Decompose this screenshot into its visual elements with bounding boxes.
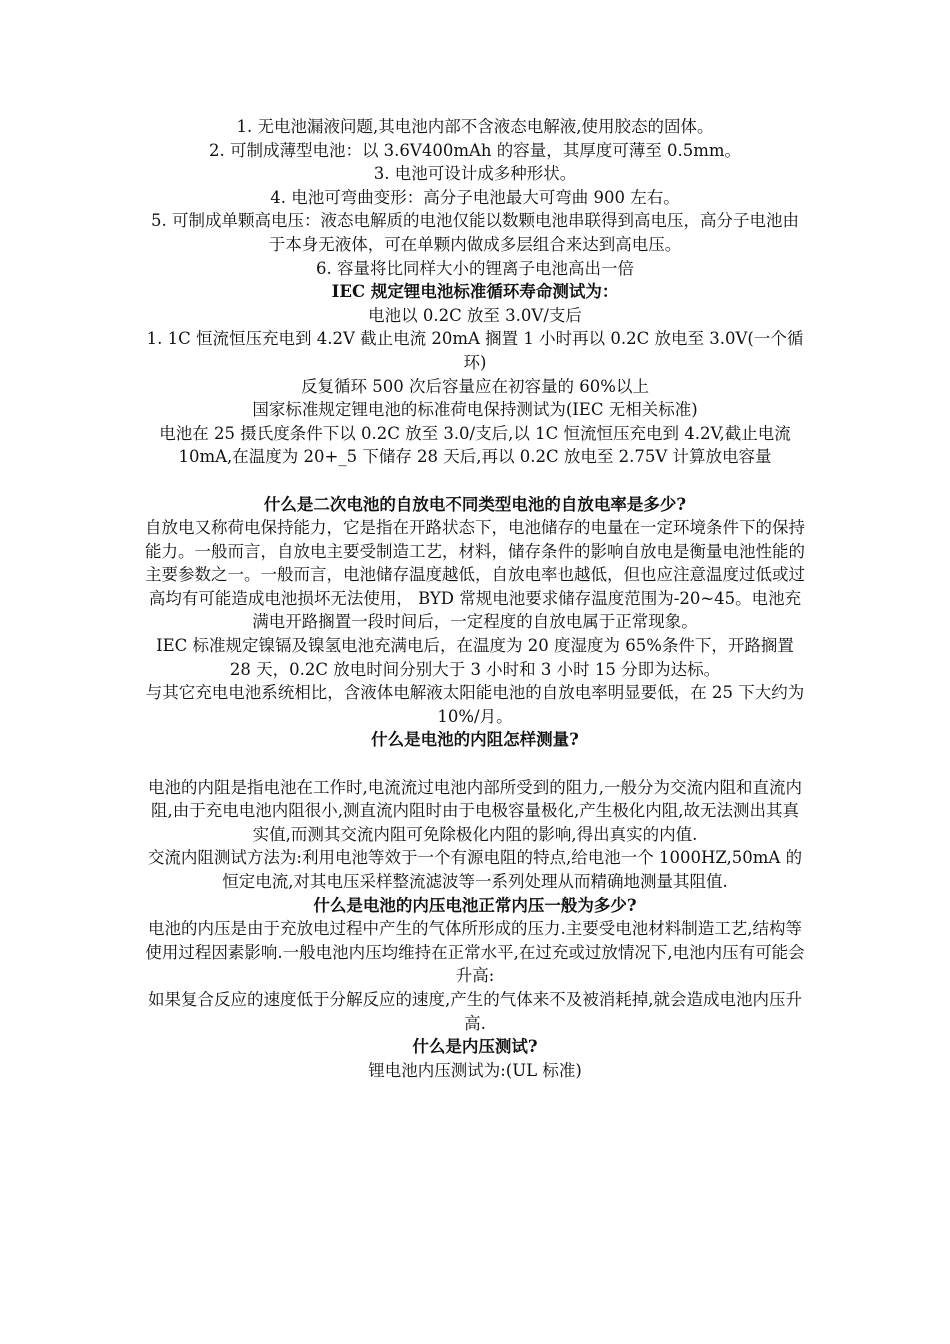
feature-2: 2. 可制成薄型电池：以 3.6V400mAh 的容量，其厚度可薄至 0.5mm。 — [208, 140, 742, 160]
spacer — [143, 469, 807, 493]
iec-cycle-line-3: 反复循环 500 次后容量应在初容量的 60%以上 — [301, 376, 649, 396]
pressure-test-line: 锂电池内压测试为:(UL 标准) — [368, 1060, 582, 1080]
document-page — [143, 115, 807, 1082]
feature-1: 1. 无电池漏液问题,其电池内部不含液态电解液,使用胶态的固体。 — [236, 117, 714, 136]
feature-5: 5. 可制成单颗高电压：液态电解质的电池仅能以数颗电池串联得到高电压，高分子电池由于本身无液体，可在单颗内做成多层组合来达到高电压。 — [151, 211, 799, 254]
feature-6: 6. 容量将比同样大小的锂离子电池高出一倍 — [316, 258, 634, 278]
self-discharge-iec: IEC 标准规定镍镉及镍氢电池充满电后，在温度为 20 度湿度为 65%条件下，开路搁置 28 天，0.2C 放电时间分别大于 3 小时和 3 小时 15 分即为达标。 — [156, 636, 794, 679]
feature-4: 4. 电池可弯曲变形：高分子电池最大可弯曲 900 左右。 — [270, 187, 680, 207]
iec-cycle-line-1: 电池以 0.2C 放至 3.0V/支后 — [368, 305, 582, 325]
internal-resistance-method: 交流内阻测试方法为:利用电池等效于一个有源电阻的特点,给电池一个 1000HZ,50mA 的恒定电流,对其电压采样整流滤波等一系列处理从而精确地测量其阻值. — [147, 848, 803, 891]
pressure-test-heading: 什么是内压测试? — [412, 1037, 538, 1057]
internal-resistance-heading: 什么是电池的内阻怎样测量? — [371, 730, 579, 750]
spacer — [143, 752, 807, 776]
internal-pressure-body-2: 如果复合反应的速度低于分解反应的速度,产生的气体来不及被消耗掉,就会造成电池内压升高. — [148, 989, 802, 1033]
iec-cycle-heading: IEC 规定锂电池标准循环寿命测试为： — [331, 282, 619, 302]
feature-3: 3. 电池可设计成多种形状。 — [373, 164, 577, 184]
internal-pressure-body: 电池的内压是由于充放电过程中产生的气体所形成的压力.主要受电池材料制造工艺,结构等使用过程因素影响.一般电池内压均维持在正常水平,在过充或过放情况下,电池内压有可能会升高: — [145, 919, 805, 986]
internal-resistance-body: 电池的内阻是指电池在工作时,电流流过电池内部所受到的阻力,一般分为交流内阻和直流内阻,由于充电电池内阻很小,测直流内阻时由于电极容量极化,产生极化内阻,故无法测出其真实值,而测其交流内阻可免除极化内阻的影响,得出真实的内值. — [148, 777, 802, 844]
national-standard-body: 电池在 25 摄氏度条件下以 0.2C 放至 3.0/支后,以 1C 恒流恒压充电到 4.2V,截止电流 10mA,在温度为 20+_5 下储存 28 天后,再以 0.2C 放电至 2.75V 计算放电容量 — [159, 423, 791, 467]
national-standard-heading: 国家标准规定锂电池的标准荷电保持测试为(IEC 无相关标准) — [252, 400, 698, 420]
self-discharge-heading: 什么是二次电池的自放电不同类型电池的自放电率是多少? — [263, 494, 687, 514]
self-discharge-compare: 与其它充电电池系统相比，含液体电解液太阳能电池的自放电率明显要低，在 25 下大约为 10%/月。 — [145, 683, 805, 726]
iec-cycle-line-2: 1. 1C 恒流恒压充电到 4.2V 截止电流 20mA 搁置 1 小时再以 0.2C 放电至 3.0V(一个循环) — [146, 329, 804, 372]
self-discharge-body: 自放电又称荷电保持能力，它是指在开路状态下，电池储存的电量在一定环境条件下的保持能力。一般而言，自放电主要受制造工艺，材料，储存条件的影响自放电是衡量电池性能的主要参数之一。一般而言，电池储存温度越低，自放电率也越低，但也应注意温度过低或过高均有可能造成电池损坏无法使用， BYD 常规电池要求储存温度范围为-20~45。电池充满电开路搁置一段时间后，一定程度的自放电属于正常现象。 — [145, 518, 805, 632]
internal-pressure-heading: 什么是电池的内压电池正常内压一般为多少? — [313, 895, 637, 915]
